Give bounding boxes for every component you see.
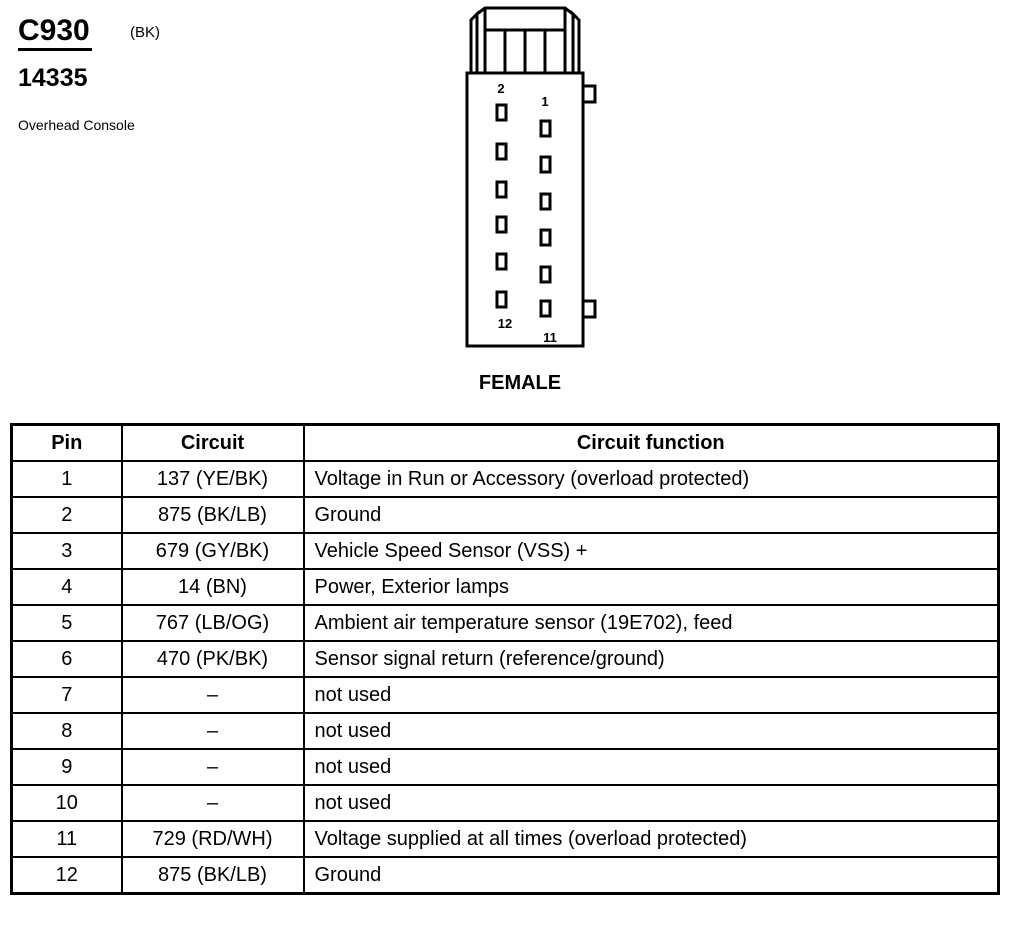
pin-cavity-6: [497, 182, 506, 197]
pin-cavity-8: [497, 217, 506, 232]
circuit-function: Power, Exterior lamps: [304, 569, 999, 605]
circuit-function: Vehicle Speed Sensor (VSS) +: [304, 533, 999, 569]
pin-number: 11: [12, 821, 122, 857]
connector-location: Overhead Console: [18, 117, 135, 133]
pin-cavity-5: [541, 194, 550, 209]
circuit-code: 679 (GY/BK): [122, 533, 304, 569]
circuit-code: 137 (YE/BK): [122, 461, 304, 497]
pin-cavity-2: [497, 105, 506, 120]
pin-number: 9: [12, 749, 122, 785]
pin-cavity-12: [497, 292, 506, 307]
pin-cavity-9: [541, 267, 550, 282]
circuit-function: not used: [304, 713, 999, 749]
pin-number: 7: [12, 677, 122, 713]
circuit-code: –: [122, 749, 304, 785]
pin-cavity-4: [497, 144, 506, 159]
circuit-function: Ground: [304, 497, 999, 533]
pin-number: 3: [12, 533, 122, 569]
pin-number: 12: [12, 857, 122, 894]
circuit-code: 767 (LB/OG): [122, 605, 304, 641]
circuit-code: 729 (RD/WH): [122, 821, 304, 857]
header-pin: Pin: [12, 425, 122, 462]
circuit-function: not used: [304, 749, 999, 785]
connector-color-code: (BK): [130, 24, 160, 41]
circuit-function: not used: [304, 785, 999, 821]
table-row: [12, 677, 999, 713]
pin-number: 6: [12, 641, 122, 677]
pin-number: 8: [12, 713, 122, 749]
pin-number: 4: [12, 569, 122, 605]
pin-label-top-left: 2: [497, 81, 505, 96]
pin-cavity-7: [541, 230, 550, 245]
pin-number: 1: [12, 461, 122, 497]
circuit-code: 875 (BK/LB): [122, 857, 304, 894]
pin-cavity-11: [541, 301, 550, 316]
circuit-function: Ground: [304, 857, 999, 894]
pin-number: 10: [12, 785, 122, 821]
pin-cavity-3: [541, 157, 550, 172]
circuit-code: –: [122, 713, 304, 749]
table-row: [12, 713, 999, 749]
pin-cavity-10: [497, 254, 506, 269]
table-row: [12, 857, 999, 894]
connector-latch: [471, 8, 579, 73]
pinout-table: [10, 423, 1000, 895]
pin-cavity-1: [541, 121, 550, 136]
pin-label-top-right: 1: [541, 94, 549, 109]
pin-number: 2: [12, 497, 122, 533]
header-circuit: Circuit: [122, 425, 304, 462]
table-row: [12, 497, 999, 533]
pin-label-bottom-right: 11: [543, 330, 557, 345]
table-row: [12, 569, 999, 605]
circuit-code: 875 (BK/LB): [122, 497, 304, 533]
table-row: [12, 533, 999, 569]
connector-key-top: [583, 86, 595, 102]
table-header-row: [12, 425, 999, 462]
header-circuit-function: Circuit function: [304, 425, 999, 462]
connector-body: [467, 73, 583, 346]
circuit-code: –: [122, 677, 304, 713]
part-number: 14335: [18, 64, 88, 92]
pin-label-bottom-left: 12: [497, 316, 513, 331]
circuit-function: Ambient air temperature sensor (19E702), feed: [304, 605, 999, 641]
table-row: [12, 749, 999, 785]
circuit-function: Voltage supplied at all times (overload protected): [304, 821, 999, 857]
connector-face-diagram: [455, 0, 605, 352]
circuit-function: not used: [304, 677, 999, 713]
connector-id: C930: [18, 14, 92, 51]
table-row: [12, 821, 999, 857]
table-row: [12, 461, 999, 497]
table-row: [12, 641, 999, 677]
table-row: [12, 605, 999, 641]
connector-key-bottom: [583, 301, 595, 317]
pin-number: 5: [12, 605, 122, 641]
connector-gender-label: FEMALE: [478, 372, 562, 394]
table-row: [12, 785, 999, 821]
circuit-code: 470 (PK/BK): [122, 641, 304, 677]
circuit-code: 14 (BN): [122, 569, 304, 605]
circuit-code: –: [122, 785, 304, 821]
circuit-function: Sensor signal return (reference/ground): [304, 641, 999, 677]
circuit-function: Voltage in Run or Accessory (overload protected): [304, 461, 999, 497]
